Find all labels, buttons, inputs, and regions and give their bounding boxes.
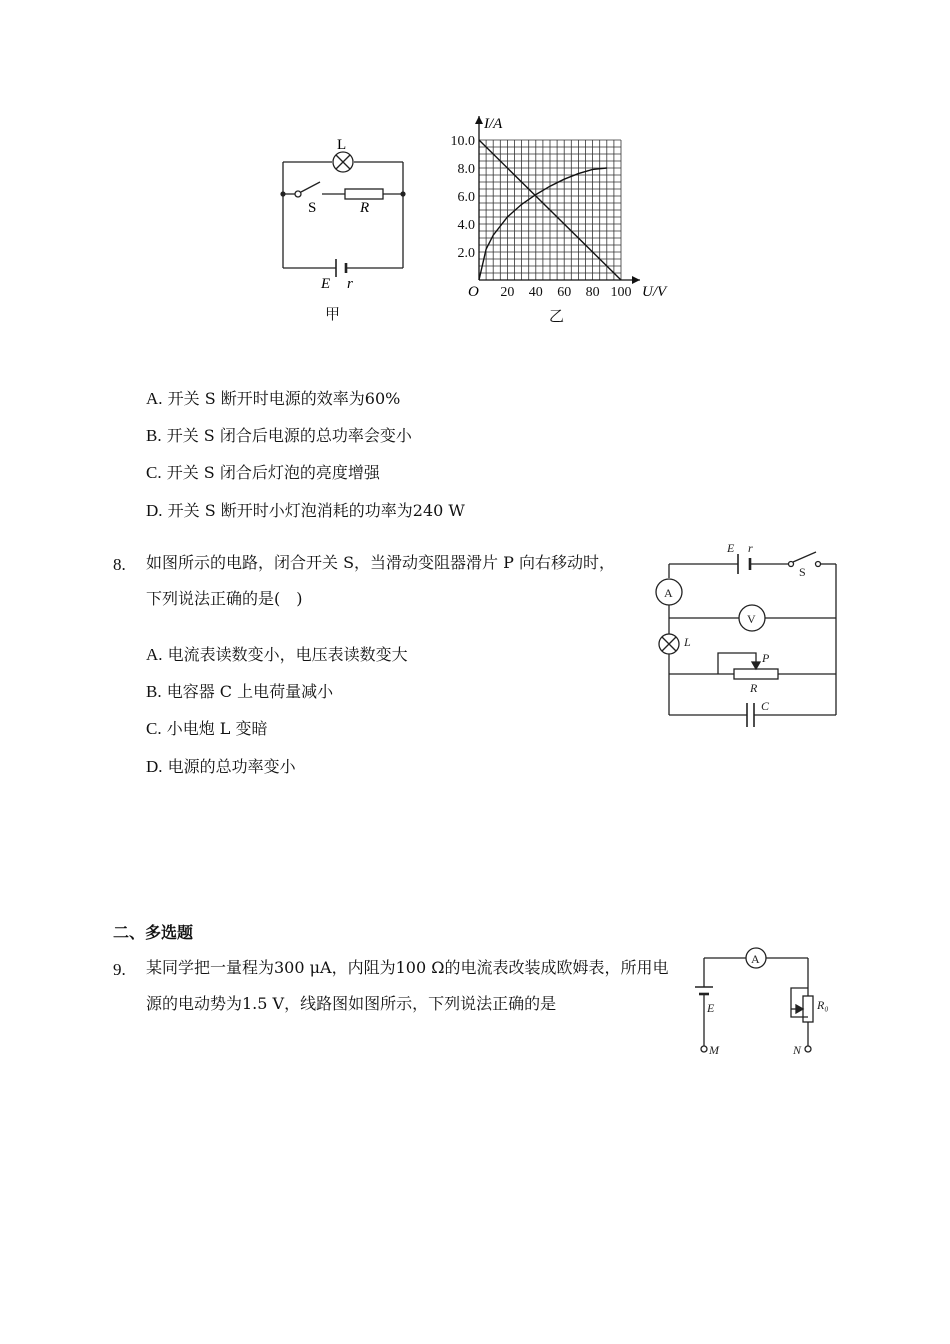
q7-option-c[interactable] — [146, 460, 380, 483]
y-tick-label: 8.0 — [457, 162, 475, 177]
x-tick-label: 20 — [500, 285, 515, 300]
option-text: 开关 S 闭合后灯泡的亮度增强 — [166, 463, 380, 482]
q8-lamp-label: L — [684, 635, 691, 649]
q9-stem-line1: 某同学把一量程为300 μA，内阻为100 Ω的电流表改装成欧姆表，所用电 — [146, 958, 669, 977]
y-tick-label: 4.0 — [457, 218, 475, 233]
q9-emf-label: E — [707, 1001, 715, 1015]
q9-stem-line2: 源的电动势为1.5 V，线路图如图所示，下列说法正确的是 — [146, 994, 557, 1013]
option-letter: B. — [146, 682, 162, 701]
q8-internal-label: r — [748, 541, 753, 555]
option-letter: D. — [146, 757, 163, 776]
x-tick-label: 100 — [610, 285, 632, 300]
section-title: 二、多选题 — [113, 923, 194, 942]
q8-stem-line2: 下列说法正确的是( ) — [146, 589, 303, 608]
q7-option-d[interactable] — [146, 498, 465, 521]
resistor-label: R — [360, 200, 370, 216]
option-letter: C. — [146, 463, 162, 482]
x-axis-label: U/V — [642, 284, 667, 300]
x-tick-label: 40 — [528, 285, 543, 300]
junction-left — [280, 191, 285, 196]
q8-stem-line1: 如图所示的电路，闭合开关 S，当滑动变阻器滑片 P 向右移动时， — [146, 553, 615, 572]
terminal-n-label: N — [793, 1043, 802, 1057]
q9-ammeter-symbol: A — [751, 952, 760, 966]
figure-yi-chart — [430, 108, 680, 303]
q8-rheostat-label: R — [750, 681, 758, 695]
ammeter-symbol: A — [664, 586, 673, 600]
figure-yi-caption: 乙 — [549, 307, 565, 325]
q8-option-b[interactable] — [146, 679, 333, 702]
q7-option-b[interactable] — [146, 423, 412, 446]
option-letter: C. — [146, 719, 162, 738]
option-text: 电源的总功率变小 — [167, 757, 296, 776]
option-letter: A. — [146, 645, 163, 664]
internal-resistance-label: r — [347, 276, 353, 292]
q9-circuit — [688, 940, 848, 1065]
y-tick-label: 6.0 — [457, 190, 475, 205]
option-letter: D. — [146, 501, 163, 520]
q8-switch-label: S — [799, 565, 806, 579]
q8-number: 8. — [113, 555, 126, 574]
option-letter: B. — [146, 426, 162, 445]
q8-capacitor-label: C — [761, 699, 770, 713]
option-text: 开关 S 断开时小灯泡消耗的功率为240 W — [167, 501, 465, 520]
q8-slider-label: P — [762, 651, 770, 665]
option-text: 开关 S 闭合后电源的总功率会变小 — [166, 426, 412, 445]
emf-label: E — [321, 276, 331, 292]
q9-number: 9. — [113, 960, 126, 979]
q8-option-c[interactable] — [146, 716, 268, 739]
option-letter: A. — [146, 389, 163, 408]
y-axis-label: I/A — [484, 116, 503, 132]
figure-jia-circuit — [270, 130, 420, 325]
y-axis-arrow — [475, 116, 483, 124]
q9-stem — [146, 950, 686, 1022]
x-tick-label: 60 — [557, 285, 572, 300]
q8-circuit — [650, 538, 845, 733]
q8-stem — [146, 545, 626, 617]
origin-label: O — [468, 284, 479, 300]
option-text: 电容器 C 上电荷量减小 — [166, 682, 334, 701]
q8-emf-label: E — [727, 541, 735, 555]
q9-rheostat-label: R₀ — [817, 998, 829, 1012]
voltmeter-symbol: V — [747, 612, 756, 626]
switch-label: S — [308, 200, 317, 216]
junction-right — [400, 191, 405, 196]
terminal-m-label: M — [709, 1043, 719, 1057]
y-tick-label: 10.0 — [450, 134, 475, 149]
option-text: 电流表读数变小，电压表读数变大 — [167, 645, 408, 664]
x-axis-arrow — [632, 276, 640, 284]
option-text: 小电炮 L 变暗 — [166, 719, 268, 738]
lamp-label: L — [337, 137, 347, 153]
y-tick-label: 2.0 — [457, 246, 475, 261]
figure-jia-caption: 甲 — [325, 305, 341, 323]
q7-option-a[interactable] — [146, 386, 400, 409]
x-tick-label: 80 — [585, 285, 600, 300]
q8-option-a[interactable] — [146, 642, 408, 665]
option-text: 开关 S 断开时电源的效率为60% — [167, 389, 401, 408]
q8-option-d[interactable] — [146, 754, 296, 777]
